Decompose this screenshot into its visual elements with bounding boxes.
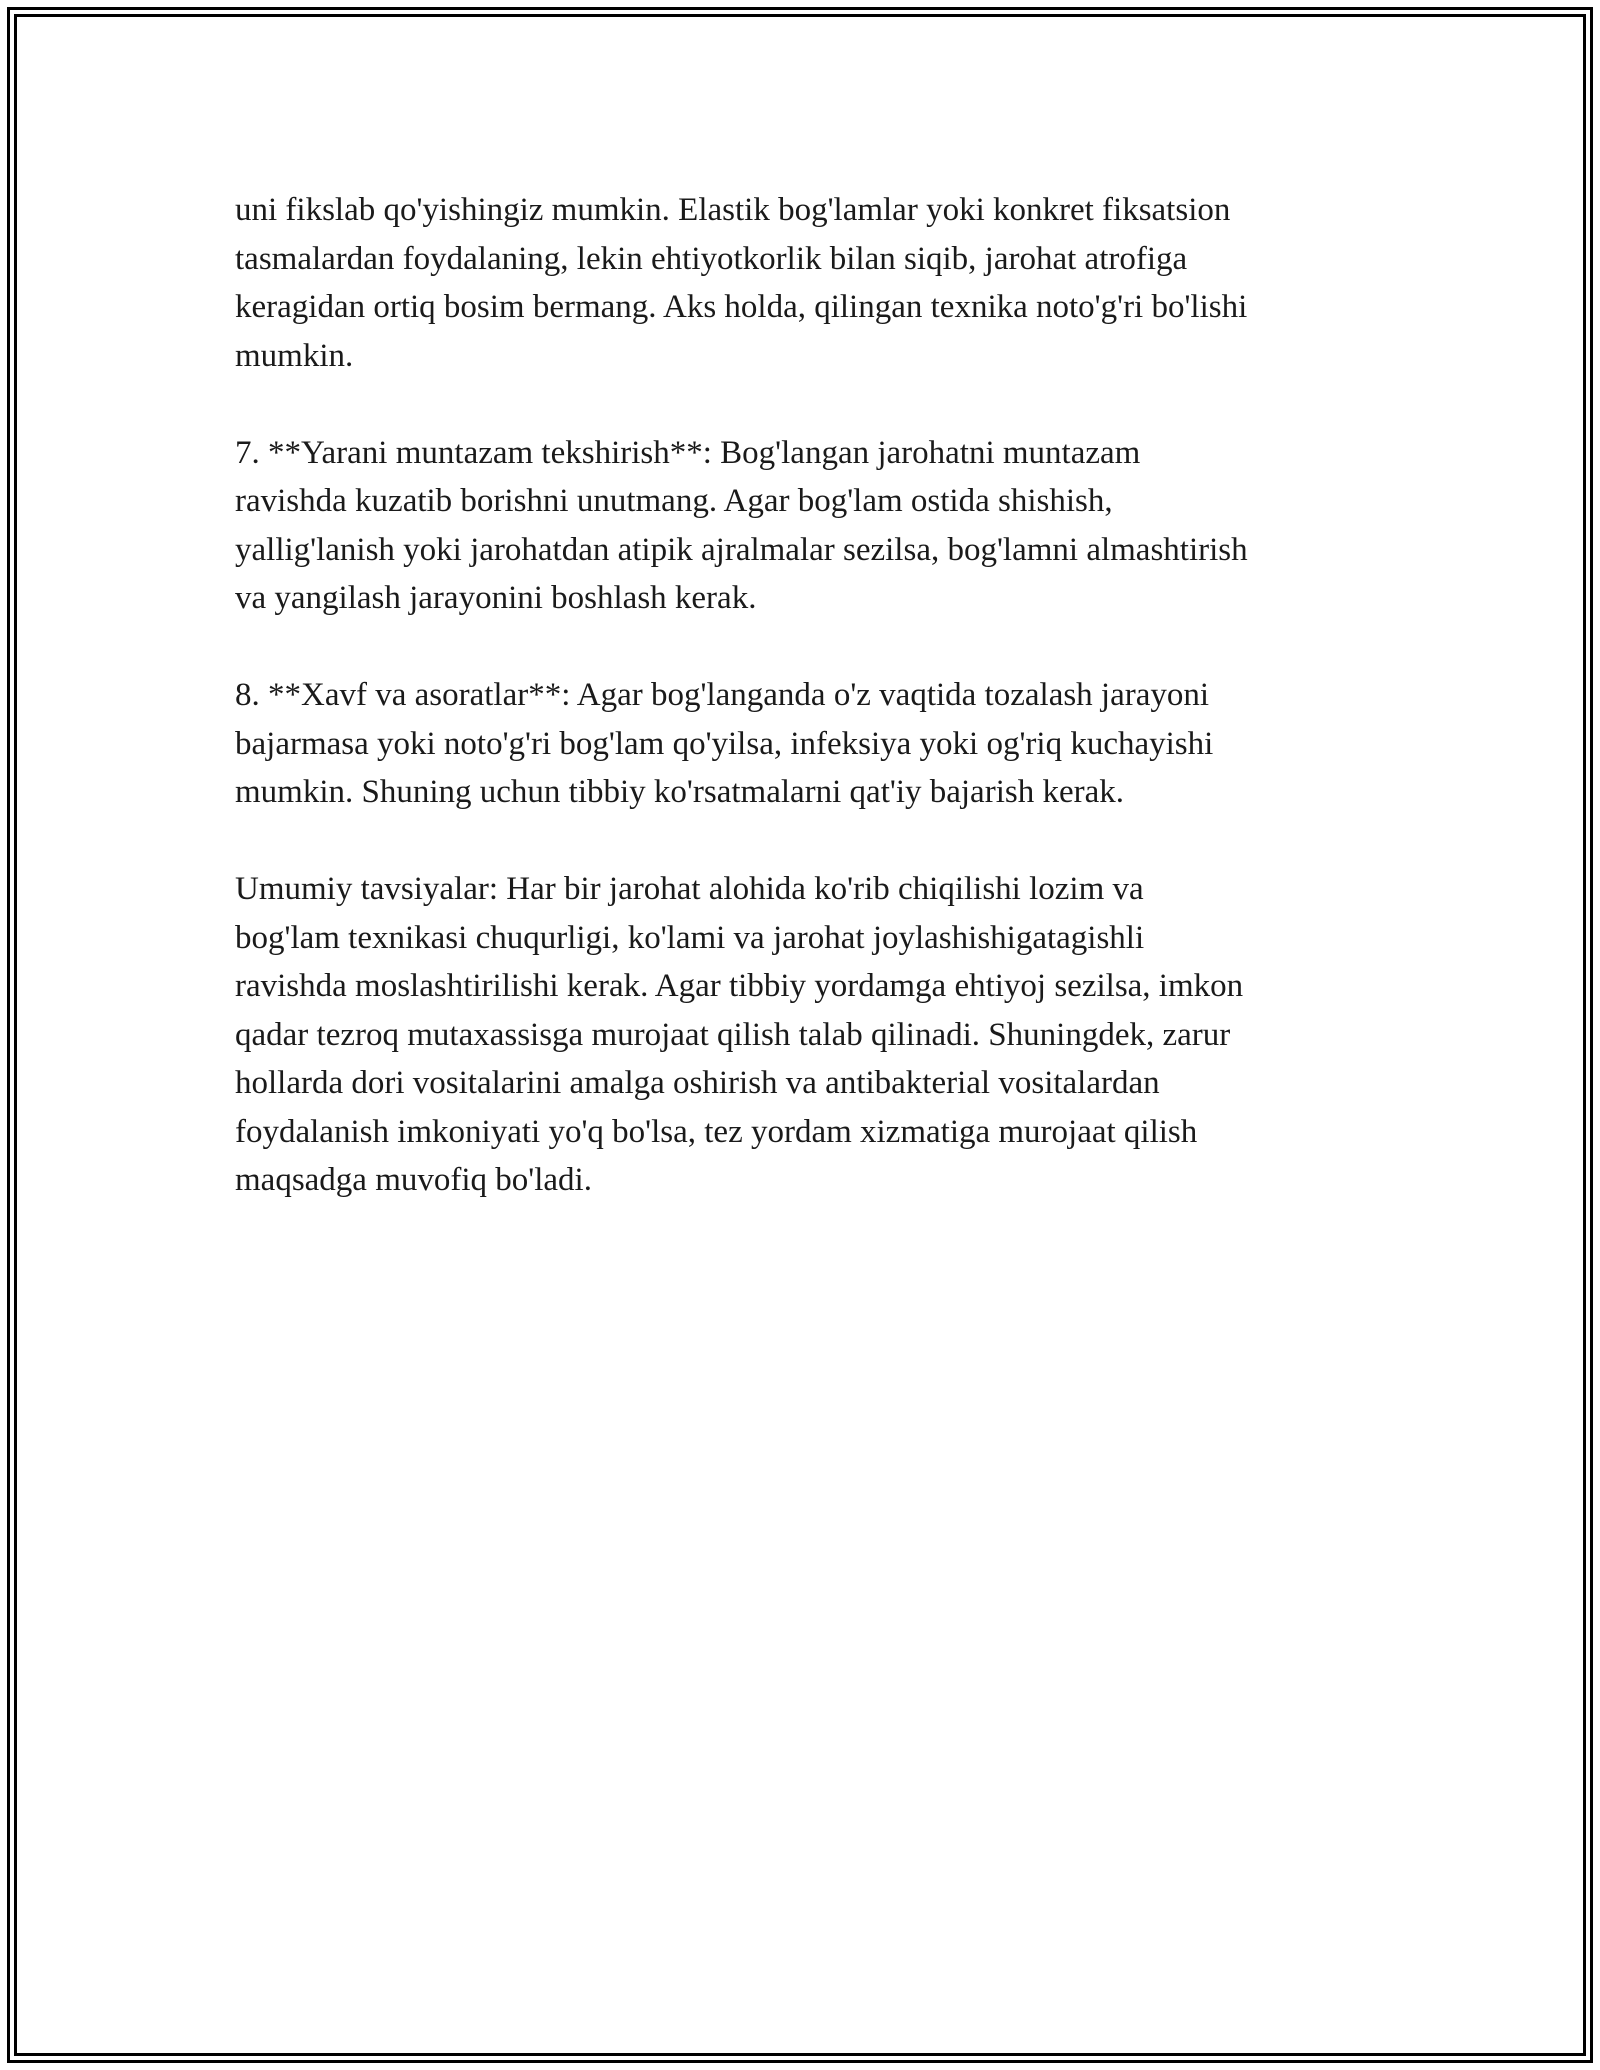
text-line: tasmalardan foydalaning, lekin ehtiyotkorlik bilan siqib, jarohat atrofiga bbox=[235, 240, 1188, 277]
text-line: va yangilash jarayonini boshlash kerak. bbox=[235, 580, 757, 616]
text-line: Umumiy tavsiyalar: Har bir jarohat alohida ko'rib chiqilishi lozim va bbox=[235, 871, 1144, 907]
text-line: yallig'lanish yoki jarohatdan atipik ajralmalar sezilsa, bog'lamni almashtirish bbox=[235, 531, 1248, 568]
paragraph-fixation bbox=[235, 186, 1375, 380]
text-line: foydalanish imkoniyati yo'q bo'lsa, tez yordam xizmatiga murojaat qilish bbox=[235, 1113, 1198, 1150]
text-line: mumkin. Shuning uchun tibbiy ko'rsatmalarni qat'iy bajarish kerak. bbox=[235, 774, 1124, 810]
text-line: ravishda kuzatib borishni unutmang. Agar bog'lam ostida shishish, bbox=[235, 483, 1113, 519]
text-line: uni fikslab qo'yishingiz mumkin. Elastik bog'lamlar yoki konkret fiksatsion bbox=[235, 192, 1231, 228]
paragraph-step-8 bbox=[235, 671, 1375, 817]
text-line: 8. **Xavf va asoratlar**: Agar bog'langanda o'z vaqtida tozalash jarayoni bbox=[235, 677, 1210, 713]
text-line: qadar tezroq mutaxassisga murojaat qilish talab qilinadi. Shuningdek, zarur bbox=[235, 1016, 1231, 1053]
text-line: bajarmasa yoki noto'g'ri bog'lam qo'yilsa, infeksiya yoki og'riq kuchayishi bbox=[235, 725, 1214, 762]
text-line: keragidan ortiq bosim bermang. Aks holda, qilingan texnika noto'g'ri bo'lishi bbox=[235, 289, 1248, 325]
paragraph-step-7 bbox=[235, 429, 1375, 623]
text-line: bog'lam texnikasi chuqurligi, ko'lami va jarohat joylashishigatagishli bbox=[235, 919, 1145, 956]
text-line: maqsadga muvofiq bo'ladi. bbox=[235, 1162, 592, 1198]
text-line: 7. **Yarani muntazam tekshirish**: Bog'langan jarohatni muntazam bbox=[235, 434, 1141, 471]
text-line: ravishda moslashtirilishi kerak. Agar tibbiy yordamga ehtiyoj sezilsa, imkon bbox=[235, 968, 1244, 1004]
text-line: mumkin. bbox=[235, 337, 354, 374]
text-line: hollarda dori vositalarini amalga oshirish va antibakterial vositalardan bbox=[235, 1065, 1160, 1101]
paragraph-general-recommendations bbox=[235, 865, 1375, 1205]
document-body bbox=[235, 186, 1375, 1253]
